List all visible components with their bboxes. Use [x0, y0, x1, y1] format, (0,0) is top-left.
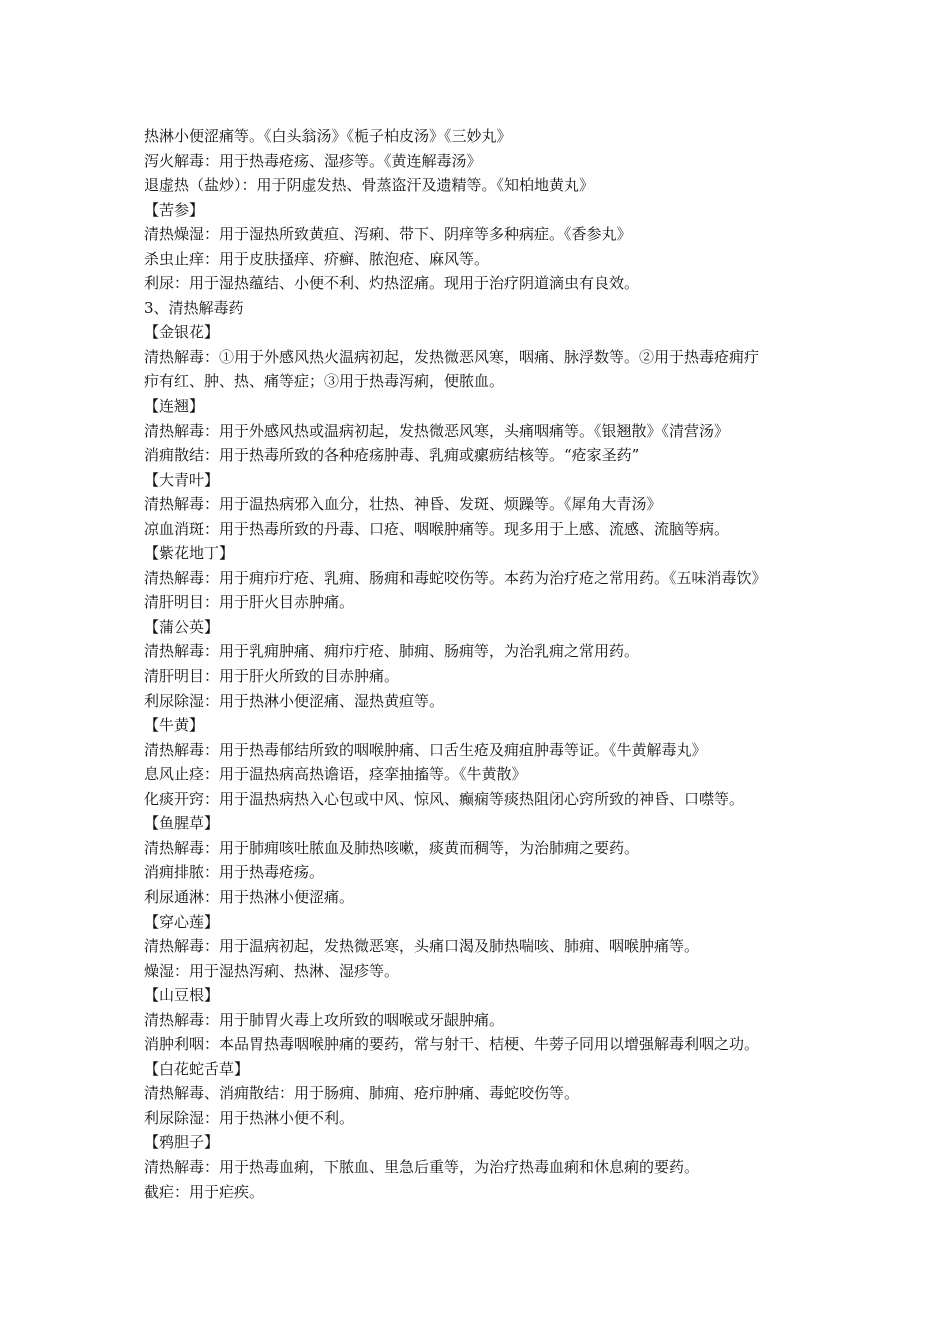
herb-heading: 【苦参】	[144, 200, 205, 219]
text-line: 化痰开窍：用于温热病热入心包或中风、惊风、癫痫等痰热阻闭心窍所致的神昏、口噤等。	[144, 789, 745, 808]
text-line: 清热解毒：①用于外感风热火温病初起，发热微恶风寒，咽痛、脉浮数等。②用于热毒疮痈疔	[144, 347, 760, 366]
herb-heading: 【金银花】	[144, 323, 220, 342]
text-line: 泻火解毒：用于热毒疮疡、湿疹等。《黄连解毒汤》	[144, 151, 482, 170]
text-line: 清热解毒：用于肺痈咳吐脓血及肺热咳嗽，痰黄而稠等，为治肺痈之要药。	[144, 838, 640, 857]
text-line: 清热燥湿：用于湿热所致黄疸、泻痢、带下、阴痒等多种病症。《香参丸》	[144, 225, 632, 244]
herb-heading: 【鸦胆子】	[144, 1133, 220, 1152]
herb-heading: 【连翘】	[144, 397, 205, 416]
herb-heading: 【白花蛇舌草】	[144, 1059, 250, 1078]
text-line: 清热解毒、消痈散结：用于肠痈、肺痈、疮疖肿痛、毒蛇咬伤等。	[144, 1084, 580, 1103]
text-line: 杀虫止痒：用于皮肤搔痒、疥癣、脓泡疮、麻风等。	[144, 249, 490, 268]
herb-heading: 【牛黄】	[144, 716, 205, 735]
text-line: 清热解毒：用于乳痈肿痛、痈疖疔疮、肺痈、肠痈等，为治乳痈之常用药。	[144, 642, 640, 661]
text-line: 退虚热（盐炒）：用于阴虚发热、骨蒸盗汗及遗精等。《知柏地黄丸》	[144, 176, 595, 195]
text-line: 清热解毒：用于温热病邪入血分，壮热、神昏、发斑、烦躁等。《犀角大青汤》	[144, 495, 662, 514]
text-line: 清热解毒：用于热毒郁结所致的咽喉肿痛、口舌生疮及痈疽肿毒等证。《牛黄解毒丸》	[144, 740, 707, 759]
herb-heading: 【紫花地丁】	[144, 544, 235, 563]
text-line: 清肝明目：用于肝火所致的目赤肿痛。	[144, 667, 400, 686]
document-page	[144, 124, 824, 1204]
text-line: 凉血消斑：用于热毒所致的丹毒、口疮、咽喉肿痛等。现多用于上感、流感、流脑等病。	[144, 519, 730, 538]
text-line: 消痈散结：用于热毒所致的各种疮疡肿毒、乳痈或瘰疬结核等。“疮家圣药”	[144, 446, 640, 465]
text-line: 息风止痉：用于温热病高热谵语，痉挛抽搐等。《牛黄散》	[144, 765, 527, 784]
text-line: 清肝明目：用于肝火目赤肿痛。	[144, 593, 355, 612]
text-line: 热淋小便涩痛等。《白头翁汤》《栀子柏皮汤》《三妙丸》	[144, 127, 512, 145]
herb-heading: 【大青叶】	[144, 470, 220, 489]
text-line: 利尿除湿：用于热淋小便涩痛、湿热黄疸等。	[144, 691, 445, 710]
text-line: 利尿：用于湿热蕴结、小便不利、灼热涩痛。现用于治疗阴道滴虫有良效。	[144, 274, 640, 293]
herb-heading: 【山豆根】	[144, 986, 220, 1005]
text-line: 燥湿：用于湿热泻痢、热淋、湿疹等。	[144, 961, 400, 980]
text-line: 清热解毒：用于肺胃火毒上攻所致的咽喉或牙龈肿痛。	[144, 1010, 505, 1029]
text-line: 清热解毒：用于痈疖疔疮、乳痈、肠痈和毒蛇咬伤等。本药为治疗疮之常用药。《五味消毒饮》	[144, 568, 767, 587]
herb-heading: 【穿心莲】	[144, 912, 220, 931]
text-line: 利尿通淋：用于热淋小便涩痛。	[144, 887, 355, 906]
section-heading: 3、清热解毒药	[144, 298, 244, 317]
text-line: 清热解毒：用于外感风热或温病初起，发热微恶风寒，头痛咽痛等。《银翘散》《清营汤》	[144, 421, 730, 440]
text-line: 清热解毒：用于热毒血痢，下脓血、里急后重等，为治疗热毒血痢和休息痢的要药。	[144, 1157, 700, 1176]
text-line: 清热解毒：用于温病初起，发热微恶寒，头痛口渴及肺热喘咳、肺痈、咽喉肿痛等。	[144, 937, 700, 956]
herb-heading: 【鱼腥草】	[144, 814, 220, 833]
text-line: 疖有红、肿、热、痛等症；③用于热毒泻痢，便脓血。	[144, 372, 505, 391]
text-line: 消痈排脓：用于热毒疮疡。	[144, 863, 325, 882]
text-line: 截疟：用于疟疾。	[144, 1182, 265, 1201]
text-line: 利尿除湿：用于热淋小便不利。	[144, 1108, 355, 1127]
text-line: 消肿利咽：本品胃热毒咽喉肿痛的要药，常与射干、桔梗、牛蒡子同用以增强解毒利咽之功。	[144, 1035, 760, 1054]
herb-heading: 【蒲公英】	[144, 617, 220, 636]
